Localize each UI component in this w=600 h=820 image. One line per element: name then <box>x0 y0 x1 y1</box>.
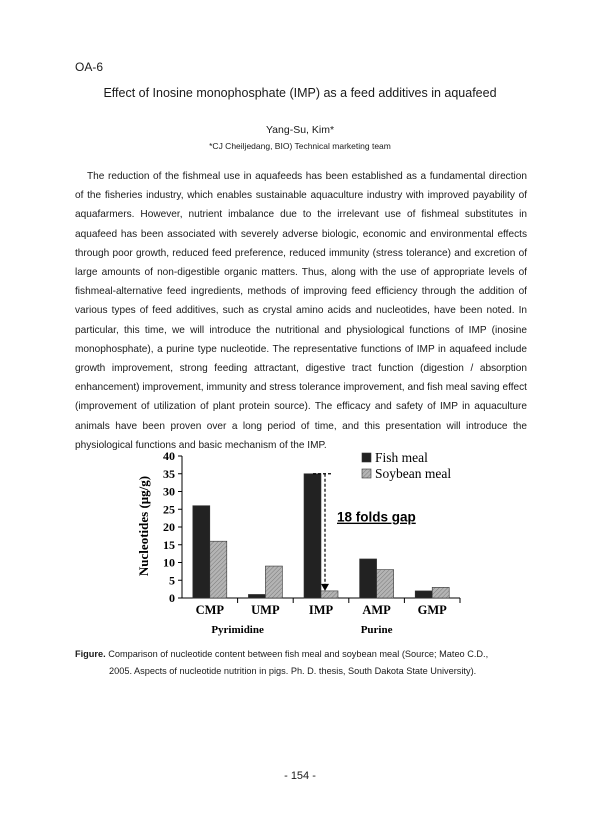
affiliation: *CJ Cheiljedang, BIO) Technical marketing team <box>209 141 391 151</box>
bar-ump-fish-meal <box>248 594 265 598</box>
bar-cmp-soybean-meal <box>210 541 227 598</box>
nucleotide-bar-chart <box>120 440 480 640</box>
y-tick-label: 35 <box>163 466 175 481</box>
bars <box>193 474 449 598</box>
figure-caption <box>75 646 535 680</box>
y-tick-label: 20 <box>163 520 175 534</box>
group-label: Purine <box>360 624 393 636</box>
caption-line-1: Comparison of nucleotide content between fish meal and soybean meal (Source; Mateo C.D., <box>105 649 489 659</box>
y-tick-label: 5 <box>169 573 175 588</box>
caption-label: Figure. <box>75 649 106 659</box>
legend <box>362 450 451 481</box>
annotation-text: 18 folds gap <box>337 509 416 525</box>
bar-imp-soybean-meal <box>321 591 338 598</box>
x-tick-label: AMP <box>362 603 391 617</box>
bar-amp-soybean-meal <box>377 570 394 598</box>
paper-title: Effect of Inosine monophosphate (IMP) as a feed additives in aquafeed <box>103 86 497 100</box>
legend-label: Fish meal <box>375 450 428 465</box>
legend-swatch <box>362 453 371 462</box>
authors: Yang-Su, Kim* <box>265 124 335 136</box>
abstract-code: OA-6 <box>75 60 104 74</box>
group-label: Pyrimidine <box>211 624 264 636</box>
y-axis-label: Nucleotides (μg/g) <box>136 475 151 577</box>
y-tick-label: 40 <box>163 449 175 463</box>
legend-label: Soybean meal <box>375 466 452 481</box>
x-axis-labels <box>196 598 460 636</box>
y-tick-label: 0 <box>169 591 175 605</box>
bar-imp-fish-meal <box>304 474 321 598</box>
annotation-arrowhead <box>321 584 329 591</box>
page-number: - 154 - <box>284 770 316 782</box>
abstract-text: The reduction of the fishmeal use in aquafeeds has been established as a fundamental direction of the fisheries industry, which enables sustainable aquaculture industry with improved payability of aquafarmers. However, nutrient imbalance due to the irrelevant use of fishmeal substitutes in aquafeed has been associated with severely adverse biologic, economic and environmental effects through poor growth, reduced feed preference, reduced immunity (stress tolerance) and excretion of large amounts of non-digestible organic matters. Thus, along with the use of appropriate levels of fishmeal-alternative feed ingredients, methods of improving feed efficiency through the addition of various types of feed additives, such as crystal amino acids and nucleotides, have been noted. In particular, this time, we will introduce the nutritional and physiological functions of IMP (inosine monophosphate), a purine type nucleotide. The representative functions of IMP in aquafeed include growth improvement, strong feeding attractant, digestive tract function (digestion / absorption enhancement) improvement, immunity and stress tolerance improvement, and fish meal saving effect (improvement of utilization of plant protein source). The efficacy and safety of IMP in aquaculture animals have been proven over a long period of time, and this presentation will introduce the physiological functions and basic mechanism of the IMP. <box>75 171 527 451</box>
y-tick-label: 10 <box>163 555 175 570</box>
y-tick-label: 15 <box>163 537 175 552</box>
x-tick-label: UMP <box>251 603 280 617</box>
bar-gmp-fish-meal <box>415 591 432 598</box>
bar-amp-fish-meal <box>360 559 377 598</box>
y-tick-label: 25 <box>163 502 175 517</box>
caption-line-2: 2005. Aspects of nucleotide nutrition in pigs. Ph. D. thesis, South Dakota State University). <box>109 666 477 676</box>
x-tick-label: CMP <box>195 603 225 617</box>
bar-ump-soybean-meal <box>265 566 282 598</box>
bar-gmp-soybean-meal <box>432 587 449 598</box>
x-tick-label: IMP <box>308 603 334 617</box>
y-tick-label: 30 <box>163 484 175 499</box>
bar-cmp-fish-meal <box>193 506 210 598</box>
legend-swatch <box>362 469 371 478</box>
x-tick-label: GMP <box>417 603 447 617</box>
